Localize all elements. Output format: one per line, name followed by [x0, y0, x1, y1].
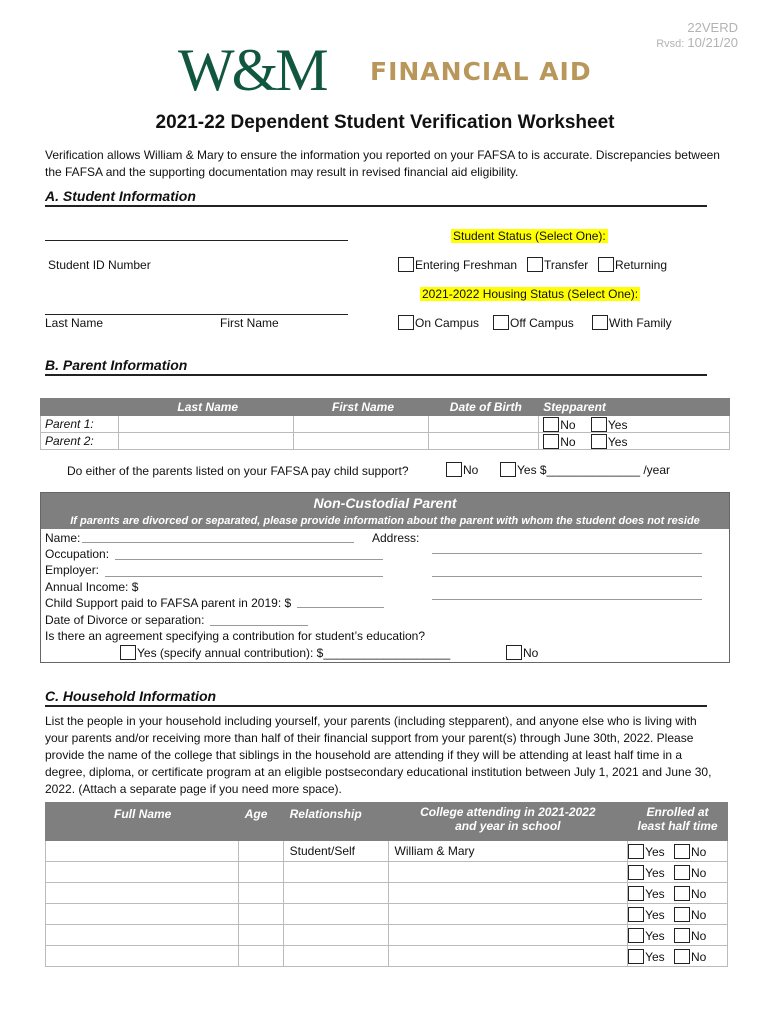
checkbox-icon[interactable]: [506, 645, 522, 660]
ncp-divorce-date-label: Date of Divorce or separation:: [45, 613, 205, 627]
hh-full-name[interactable]: [46, 841, 239, 862]
household-instructions: List the people in your household including yourself, your parents (including stepparent), and anyone else who is living with your parents and/or receiving more than half of their financial support from your parent(s) through June 30th, 2022. Please provide the name of the college that siblings in the household are attending if they will be attending at least half time in a degree, diploma, or certificate program at an eligible postsecondary educational institution between July 1, 2021 and June 30, 2022. (Attach a separate page if you need more space).: [45, 714, 712, 796]
checkbox-icon[interactable]: [628, 928, 644, 943]
household-row: [46, 883, 728, 904]
parent-2-last-name[interactable]: [118, 433, 293, 450]
parent-2-stepparent: [539, 433, 730, 450]
housing-on-campus[interactable]: On Campus: [398, 315, 479, 330]
hh-relationship[interactable]: [283, 862, 388, 883]
ncp-occupation-label: Occupation:: [45, 547, 110, 561]
p2-no-option[interactable]: No: [543, 435, 575, 449]
last-name-label: Last Name: [45, 316, 104, 330]
enrolled-yes[interactable]: Yes: [628, 866, 665, 880]
ncp-income-label: Annual Income: $: [45, 580, 139, 594]
hh-relationship[interactable]: [283, 904, 388, 925]
form-code: 22VERD: [687, 20, 738, 35]
page-title: 2021-22 Dependent Student Verification Worksheet: [155, 112, 615, 133]
p2-yes-option[interactable]: Yes: [591, 435, 628, 449]
enrolled-yes[interactable]: Yes: [628, 845, 665, 859]
parent-1-label: Parent 1:: [41, 416, 119, 433]
first-name-label: First Name: [220, 316, 279, 330]
checkbox-icon[interactable]: [628, 886, 644, 901]
col-first-name: First Name: [293, 399, 429, 416]
hh-full-name[interactable]: [46, 862, 239, 883]
hh-relationship[interactable]: [283, 925, 388, 946]
status-entering-freshman[interactable]: Entering Freshman: [398, 257, 517, 272]
checkbox-icon[interactable]: [674, 949, 690, 964]
hh-enrolled: [628, 946, 728, 967]
checkbox-icon[interactable]: [398, 257, 414, 272]
child-support-yes[interactable]: Yes $______________ /year: [500, 462, 670, 477]
ncp-employer-label: Employer:: [45, 563, 100, 577]
enrolled-no[interactable]: No: [674, 887, 706, 901]
checkbox-icon[interactable]: [674, 907, 690, 922]
hh-full-name[interactable]: [46, 883, 239, 904]
ncp-address-line-1[interactable]: [432, 553, 702, 554]
hh-enrolled: [628, 925, 728, 946]
child-support-question: Do either of the parents listed on your FAFSA pay child support?: [67, 464, 409, 478]
enrolled-no[interactable]: No: [674, 866, 706, 880]
section-c-heading: C. Household Information: [45, 688, 707, 707]
enrolled-yes[interactable]: Yes: [628, 929, 665, 943]
col-relationship: Relationship: [283, 803, 388, 841]
checkbox-icon[interactable]: [543, 417, 559, 432]
hh-relationship[interactable]: [283, 946, 388, 967]
checkbox-icon[interactable]: [598, 257, 614, 272]
student-id-line[interactable]: [45, 240, 348, 241]
hh-full-name[interactable]: [46, 925, 239, 946]
parent-row-1: [41, 416, 730, 433]
parent-2-label: Parent 2:: [41, 433, 119, 450]
household-row: [46, 925, 728, 946]
revised-label: Rvsd:: [656, 38, 685, 50]
parent-2-dob[interactable]: [429, 433, 539, 450]
hh-college[interactable]: [388, 925, 628, 946]
hh-age[interactable]: [238, 862, 283, 883]
household-table-header: [46, 803, 728, 841]
revised-date: 10/21/20: [687, 35, 738, 50]
household-row: [46, 946, 728, 967]
enrolled-no[interactable]: No: [674, 929, 706, 943]
hh-age[interactable]: [238, 883, 283, 904]
ncp-subtitle: If parents are divorced or separated, please provide information about the parent with whom the student does not reside: [41, 513, 729, 529]
col-enrolled: Enrolled at least half time: [628, 803, 728, 841]
checkbox-icon[interactable]: [120, 645, 136, 660]
ncp-agreement-yes[interactable]: Yes (specify annual contribution): $___________________: [120, 645, 450, 660]
parent-1-dob[interactable]: [429, 416, 539, 433]
col-date-of-birth: Date of Birth: [429, 399, 539, 416]
revision-block: [656, 20, 738, 52]
enrolled-yes[interactable]: Yes: [628, 950, 665, 964]
student-id-label: Student ID Number: [48, 258, 151, 272]
ncp-occupation-line[interactable]: [115, 559, 383, 560]
checkbox-icon[interactable]: [543, 434, 559, 449]
ncp-name-line[interactable]: [82, 542, 354, 543]
parent-1-first-name[interactable]: [293, 416, 429, 433]
col-last-name: Last Name: [118, 399, 293, 416]
checkbox-icon[interactable]: [674, 886, 690, 901]
section-b-heading: B. Parent Information: [45, 357, 707, 376]
col-age: Age: [238, 803, 283, 841]
checkbox-icon[interactable]: [493, 315, 509, 330]
household-row: [46, 841, 728, 862]
checkbox-icon[interactable]: [628, 949, 644, 964]
housing-with-family[interactable]: With Family: [592, 315, 672, 330]
parent-1-last-name[interactable]: [118, 416, 293, 433]
enrolled-yes[interactable]: Yes: [628, 908, 665, 922]
checkbox-icon[interactable]: [674, 865, 690, 880]
intro-text: Verification allows William & Mary to ensure the information you reported on your FAFSA to is accurate. Discrepancies between the FAFSA and the supporting documentation may result in revised financial aid eligibility.: [45, 148, 720, 179]
hh-age[interactable]: [238, 841, 283, 862]
parent-row-2: [41, 433, 730, 450]
ncp-divorce-date-line[interactable]: [210, 625, 308, 626]
household-row: [46, 904, 728, 925]
ncp-address-label: Address:: [372, 531, 420, 545]
hh-age[interactable]: [238, 946, 283, 967]
hh-full-name[interactable]: [46, 946, 239, 967]
household-table: [45, 802, 728, 967]
ncp-employer-line[interactable]: [105, 576, 383, 577]
checkbox-icon[interactable]: [500, 462, 516, 477]
hh-relationship[interactable]: [283, 883, 388, 904]
status-transfer[interactable]: Transfer: [527, 257, 588, 272]
hh-relationship[interactable]: Student/Self: [283, 841, 388, 862]
checkbox-icon[interactable]: [591, 434, 607, 449]
p1-no-option[interactable]: No: [543, 418, 575, 432]
checkbox-icon[interactable]: [527, 257, 543, 272]
enrolled-no[interactable]: No: [674, 950, 706, 964]
col-college: College attending in 2021-2022 and year in school: [388, 803, 628, 841]
hh-enrolled: [628, 904, 728, 925]
household-row: [46, 862, 728, 883]
hh-enrolled: [628, 862, 728, 883]
checkbox-icon[interactable]: [592, 315, 608, 330]
hh-enrolled: [628, 841, 728, 862]
checkbox-icon[interactable]: [446, 462, 462, 477]
parent-table: [40, 398, 730, 450]
enrolled-yes[interactable]: Yes: [628, 887, 665, 901]
wm-logo: W&M: [178, 37, 326, 103]
checkbox-icon[interactable]: [591, 417, 607, 432]
financial-aid-logo-text: FINANCIAL AID: [370, 57, 592, 86]
checkbox-icon[interactable]: [398, 315, 414, 330]
hh-enrolled: [628, 883, 728, 904]
housing-status-title: 2021-2022 Housing Status (Select One):: [422, 287, 639, 301]
student-status-title: Student Status (Select One):: [453, 229, 606, 243]
checkbox-icon[interactable]: [628, 865, 644, 880]
checkbox-icon[interactable]: [628, 844, 644, 859]
child-support-no[interactable]: No: [446, 462, 478, 477]
hh-college[interactable]: [388, 862, 628, 883]
status-returning[interactable]: Returning: [598, 257, 667, 272]
hh-college[interactable]: [388, 883, 628, 904]
housing-off-campus[interactable]: Off Campus: [493, 315, 574, 330]
ncp-name-label: Name:: [45, 531, 81, 545]
ncp-child-support-line[interactable]: [297, 607, 384, 608]
hh-college[interactable]: [388, 946, 628, 967]
parent-table-header: [41, 399, 730, 416]
ncp-title: Non-Custodial Parent: [41, 493, 729, 513]
hh-full-name[interactable]: [46, 904, 239, 925]
hh-age[interactable]: [238, 904, 283, 925]
checkbox-icon[interactable]: [674, 844, 690, 859]
p1-yes-option[interactable]: Yes: [591, 418, 628, 432]
name-line[interactable]: [45, 314, 348, 315]
checkbox-icon[interactable]: [674, 928, 690, 943]
enrolled-no[interactable]: No: [674, 908, 706, 922]
hh-college[interactable]: [388, 904, 628, 925]
col-full-name: Full Name: [46, 803, 239, 841]
ncp-agreement-question: Is there an agreement specifying a contribution for student’s education?: [45, 629, 426, 643]
ncp-address-line-3[interactable]: [432, 599, 702, 600]
ncp-child-support-label: Child Support paid to FAFSA parent in 2019: $: [45, 596, 292, 610]
enrolled-no[interactable]: No: [674, 845, 706, 859]
hh-age[interactable]: [238, 925, 283, 946]
checkbox-icon[interactable]: [628, 907, 644, 922]
ncp-address-line-2[interactable]: [432, 576, 702, 577]
parent-2-first-name[interactable]: [293, 433, 429, 450]
hh-college[interactable]: William & Mary: [388, 841, 628, 862]
section-a-heading: A. Student Information: [45, 188, 707, 207]
col-stepparent: Stepparent: [539, 399, 730, 416]
parent-1-stepparent: [539, 416, 730, 433]
ncp-agreement-no[interactable]: No: [506, 645, 538, 660]
